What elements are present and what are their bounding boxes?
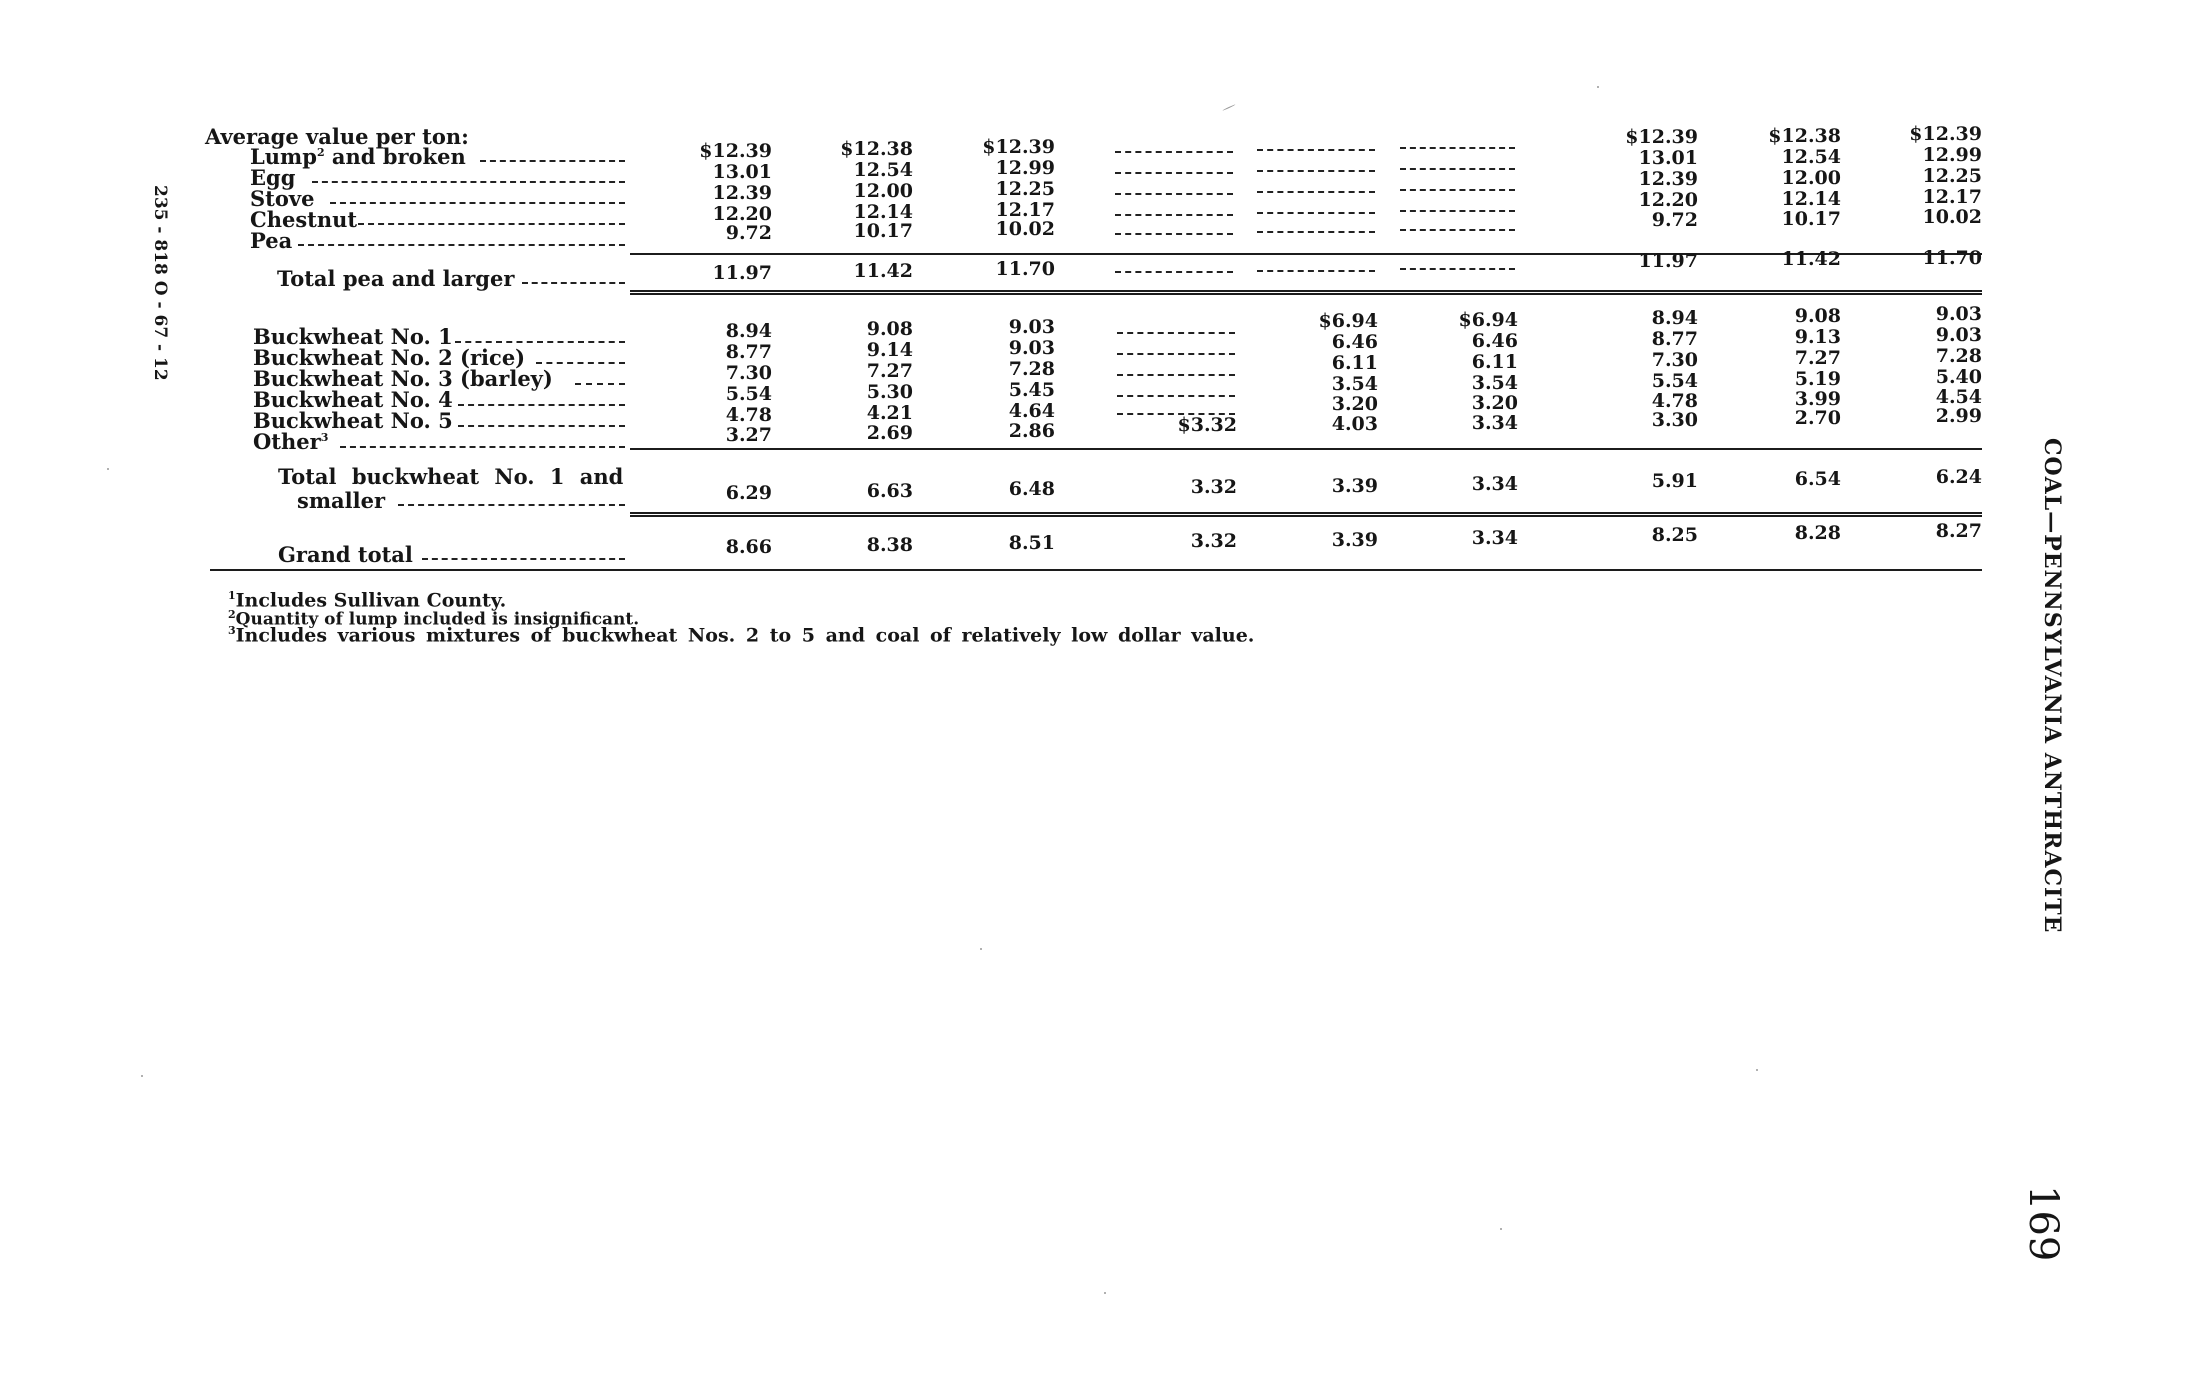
paper-speck bbox=[1104, 1292, 1106, 1294]
row-label-lump: Lump$^2$ and broken bbox=[250, 144, 466, 169]
table-cell: 9.03 bbox=[1008, 316, 1055, 338]
table-cell: 12.00 bbox=[1781, 167, 1841, 189]
empty-cell-dashes bbox=[1117, 395, 1235, 397]
printer-code: 235 - 818 O - 67 - 12 bbox=[150, 185, 170, 381]
table-cell: 7.30 bbox=[1651, 349, 1698, 371]
paper-speck bbox=[1222, 104, 1235, 111]
table-cell: 3.32 bbox=[1190, 476, 1237, 498]
table-cell: 3.20 bbox=[1471, 392, 1518, 414]
table-cell: 4.03 bbox=[1331, 413, 1378, 435]
table-cell: 4.78 bbox=[725, 404, 772, 426]
table-cell: 6.29 bbox=[725, 482, 772, 504]
row-label-total-buckwheat: Total buckwheat No. 1 and bbox=[278, 464, 624, 489]
table-cell: 11.97 bbox=[1638, 250, 1698, 272]
table-cell: 10.02 bbox=[1922, 206, 1982, 228]
row-label-total-pea: Total pea and larger bbox=[277, 266, 515, 291]
table-cell: 9.03 bbox=[1008, 337, 1055, 359]
table-cell: 5.91 bbox=[1651, 470, 1698, 492]
leader-dots bbox=[458, 404, 625, 406]
table-cell: 8.51 bbox=[1008, 532, 1055, 554]
leader-dots bbox=[312, 181, 625, 183]
empty-cell-dashes bbox=[1117, 374, 1235, 376]
table-cell: $12.39 bbox=[1909, 123, 1982, 145]
row-label-buckwheat-1: Buckwheat No. 1 bbox=[253, 324, 453, 349]
empty-cell-dashes bbox=[1115, 214, 1233, 216]
table-cell: $12.38 bbox=[1768, 125, 1841, 147]
empty-cell-dashes bbox=[1257, 270, 1375, 272]
empty-cell-dashes bbox=[1400, 168, 1515, 170]
table-cell: 12.17 bbox=[995, 199, 1055, 221]
table-cell: $3.32 bbox=[1177, 414, 1237, 436]
table-cell: 12.14 bbox=[853, 201, 913, 223]
table-cell: 3.34 bbox=[1471, 412, 1518, 434]
table-cell: 7.27 bbox=[866, 360, 913, 382]
table-cell: 2.70 bbox=[1794, 407, 1841, 429]
row-label-total-buckwheat-cont: smaller bbox=[297, 488, 386, 513]
table-cell: 3.54 bbox=[1331, 373, 1378, 395]
table-cell: 11.70 bbox=[995, 258, 1055, 280]
table-cell: 8.38 bbox=[866, 534, 913, 556]
empty-cell-dashes bbox=[1257, 212, 1375, 214]
empty-cell-dashes bbox=[1117, 332, 1235, 334]
table-cell: 11.97 bbox=[712, 262, 772, 284]
table-cell: 13.01 bbox=[712, 161, 772, 183]
table-cell: 12.99 bbox=[1922, 144, 1982, 166]
table-cell: 12.39 bbox=[1638, 168, 1698, 190]
table-cell: 8.77 bbox=[1651, 328, 1698, 350]
table-cell: 12.39 bbox=[712, 182, 772, 204]
table-cell: $6.94 bbox=[1458, 309, 1518, 331]
empty-cell-dashes bbox=[1400, 229, 1515, 231]
empty-cell-dashes bbox=[1115, 271, 1233, 273]
table-cell: 12.20 bbox=[1638, 189, 1698, 211]
table-cell: 8.94 bbox=[1651, 307, 1698, 329]
row-label-buckwheat-3: Buckwheat No. 3 (barley) bbox=[253, 366, 553, 391]
table-cell: 5.45 bbox=[1008, 379, 1055, 401]
footnote-2: $^2$Quantity of lump included is insignificant. bbox=[228, 608, 640, 630]
table-cell: 6.46 bbox=[1331, 331, 1378, 353]
row-label-buckwheat-5: Buckwheat No. 5 bbox=[253, 408, 453, 433]
empty-cell-dashes bbox=[1257, 149, 1375, 151]
empty-cell-dashes bbox=[1115, 151, 1233, 153]
table-cell: 5.54 bbox=[725, 383, 772, 405]
table-cell: 12.99 bbox=[995, 157, 1055, 179]
table-cell: 13.01 bbox=[1638, 147, 1698, 169]
leader-dots bbox=[330, 202, 625, 204]
row-label-buckwheat-2: Buckwheat No. 2 (rice) bbox=[253, 345, 526, 370]
table-cell: 6.63 bbox=[866, 480, 913, 502]
table-cell: 6.11 bbox=[1471, 351, 1518, 373]
leader-dots bbox=[398, 504, 625, 506]
table-cell: 5.54 bbox=[1651, 370, 1698, 392]
table-cell: 4.21 bbox=[866, 402, 913, 424]
table-cell: 10.17 bbox=[1781, 208, 1841, 230]
table-cell: 6.24 bbox=[1935, 466, 1982, 488]
empty-cell-dashes bbox=[1400, 210, 1515, 212]
table-cell: 9.72 bbox=[725, 222, 772, 244]
table-cell: $12.39 bbox=[1625, 126, 1698, 148]
table-cell: 9.08 bbox=[1794, 305, 1841, 327]
table-cell: 7.28 bbox=[1935, 345, 1982, 367]
empty-cell-dashes bbox=[1257, 170, 1375, 172]
footnote-1: $^1$Includes Sullivan County. bbox=[228, 589, 507, 612]
table-cell: 11.42 bbox=[1781, 248, 1841, 270]
table-rule-double bbox=[630, 512, 1982, 517]
empty-cell-dashes bbox=[1400, 147, 1515, 149]
leader-dots bbox=[422, 558, 625, 560]
table-cell: 3.20 bbox=[1331, 393, 1378, 415]
empty-cell-dashes bbox=[1257, 231, 1375, 233]
table-cell: 12.14 bbox=[1781, 188, 1841, 210]
table-cell: 7.30 bbox=[725, 362, 772, 384]
table-cell: 9.08 bbox=[866, 318, 913, 340]
table-cell: 5.19 bbox=[1794, 368, 1841, 390]
table-cell: $6.94 bbox=[1318, 310, 1378, 332]
table-bottom-rule bbox=[210, 569, 1982, 571]
table-cell: 9.72 bbox=[1651, 209, 1698, 231]
table-cell: 9.03 bbox=[1935, 324, 1982, 346]
table-cell: 12.25 bbox=[995, 178, 1055, 200]
table-cell: 5.30 bbox=[866, 381, 913, 403]
table-cell: 3.27 bbox=[725, 424, 772, 446]
leader-dots bbox=[358, 223, 625, 225]
empty-cell-dashes bbox=[1115, 193, 1233, 195]
table-cell: 8.28 bbox=[1794, 522, 1841, 544]
table-cell: 4.54 bbox=[1935, 386, 1982, 408]
table-cell: 3.99 bbox=[1794, 388, 1841, 410]
table-cell: 6.48 bbox=[1008, 478, 1055, 500]
empty-cell-dashes bbox=[1400, 268, 1515, 270]
leader-dots bbox=[458, 425, 625, 427]
table-rule bbox=[630, 448, 1982, 450]
table-cell: 11.42 bbox=[853, 260, 913, 282]
paper-speck bbox=[1500, 1228, 1502, 1230]
leader-dots bbox=[536, 362, 625, 364]
table-cell: 3.39 bbox=[1331, 529, 1378, 551]
table-cell: 8.25 bbox=[1651, 524, 1698, 546]
row-label-egg: Egg bbox=[250, 165, 296, 190]
empty-cell-dashes bbox=[1115, 172, 1233, 174]
table-cell: 3.34 bbox=[1471, 527, 1518, 549]
empty-cell-dashes bbox=[1115, 233, 1233, 235]
table-cell: $12.39 bbox=[982, 136, 1055, 158]
leader-dots bbox=[298, 244, 625, 246]
leader-dots bbox=[455, 341, 625, 343]
paper-speck bbox=[141, 1075, 143, 1077]
table-cell: 6.54 bbox=[1794, 468, 1841, 490]
table-cell: 12.25 bbox=[1922, 165, 1982, 187]
table-cell: 10.17 bbox=[853, 220, 913, 242]
paper-speck bbox=[1756, 1069, 1758, 1071]
table-cell: 3.32 bbox=[1190, 530, 1237, 552]
table-cell: 12.00 bbox=[853, 180, 913, 202]
page-number: 169 bbox=[2020, 1185, 2066, 1262]
footnote-3: $^3$Includes various mixtures of buckwheat Nos. 2 to 5 and coal of relatively low dollar value. bbox=[228, 624, 1255, 647]
table-cell: 5.40 bbox=[1935, 366, 1982, 388]
table-cell: 8.94 bbox=[725, 320, 772, 342]
table-cell: 12.17 bbox=[1922, 186, 1982, 208]
table-cell: 6.46 bbox=[1471, 330, 1518, 352]
table-cell: 3.54 bbox=[1471, 372, 1518, 394]
table-cell: 12.20 bbox=[712, 203, 772, 225]
table-cell: 2.86 bbox=[1008, 420, 1055, 442]
leader-dots bbox=[480, 160, 625, 162]
table-cell: 3.34 bbox=[1471, 473, 1518, 495]
table-cell: 10.02 bbox=[995, 218, 1055, 240]
table-cell: 3.30 bbox=[1651, 409, 1698, 431]
table-rule-double bbox=[630, 290, 1982, 295]
table-cell: 8.27 bbox=[1935, 520, 1982, 542]
paper-speck bbox=[980, 948, 982, 950]
table-cell: 12.54 bbox=[1781, 146, 1841, 168]
row-label-stove: Stove bbox=[250, 186, 315, 211]
leader-dots bbox=[340, 446, 625, 448]
row-label-other: Other$^3$ bbox=[253, 429, 329, 454]
table-cell: 11.70 bbox=[1922, 247, 1982, 269]
table-cell: 8.66 bbox=[725, 536, 772, 558]
table-cell: 2.99 bbox=[1935, 405, 1982, 427]
table-cell: 7.27 bbox=[1794, 347, 1841, 369]
table-cell: $12.38 bbox=[840, 138, 913, 160]
running-head: COAL—PENNSYLVANIA ANTHRACITE bbox=[2039, 438, 2065, 934]
table-cell: 9.03 bbox=[1935, 303, 1982, 325]
row-label-pea: Pea bbox=[250, 228, 293, 253]
table-cell: $12.39 bbox=[699, 140, 772, 162]
table-cell: 8.77 bbox=[725, 341, 772, 363]
table-cell: 9.14 bbox=[866, 339, 913, 361]
table-cell: 6.11 bbox=[1331, 352, 1378, 374]
leader-dots bbox=[522, 282, 625, 284]
empty-cell-dashes bbox=[1257, 191, 1375, 193]
empty-cell-dashes bbox=[1117, 353, 1235, 355]
table-cell: 2.69 bbox=[866, 422, 913, 444]
table-cell: 4.78 bbox=[1651, 390, 1698, 412]
table-cell: 3.39 bbox=[1331, 475, 1378, 497]
row-label-grand-total: Grand total bbox=[278, 542, 413, 567]
paper-speck bbox=[107, 468, 109, 470]
table-cell: 9.13 bbox=[1794, 326, 1841, 348]
table-cell: 7.28 bbox=[1008, 358, 1055, 380]
table-cell: 4.64 bbox=[1008, 400, 1055, 422]
leader-dots bbox=[575, 383, 625, 385]
row-label-buckwheat-4: Buckwheat No. 4 bbox=[253, 387, 453, 412]
paper-speck bbox=[1597, 86, 1599, 88]
empty-cell-dashes bbox=[1400, 189, 1515, 191]
table-heading: Average value per ton: bbox=[205, 124, 469, 149]
row-label-chestnut: Chestnut bbox=[250, 207, 358, 232]
table-cell: 12.54 bbox=[853, 159, 913, 181]
